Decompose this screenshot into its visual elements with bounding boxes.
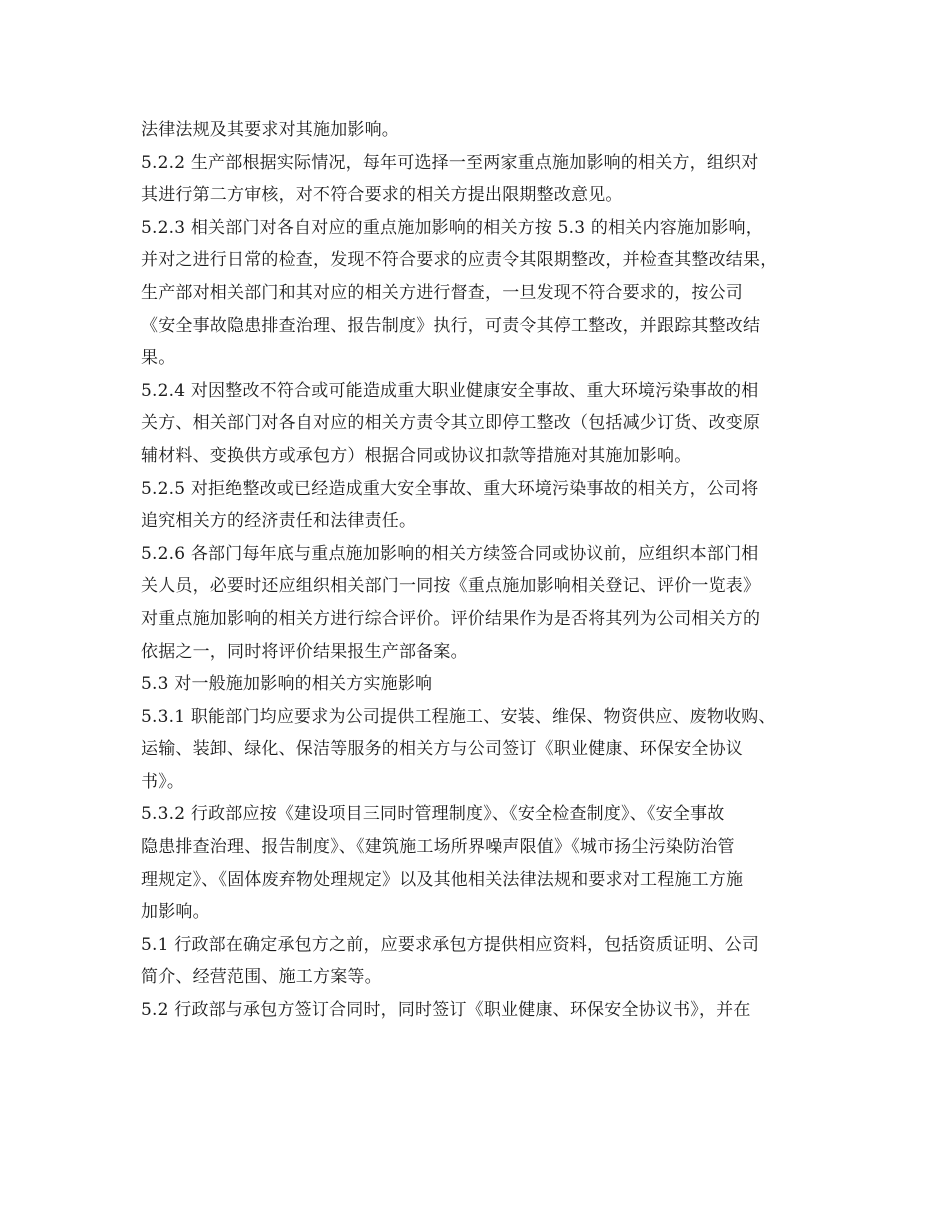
text-line: 5.2.5 对拒绝整改或已经造成重大安全事故、重大环境污染事故的相关方，公司将 xyxy=(141,478,759,499)
text-line: 理规定》、《固体废弃物处理规定》以及其他相关法律法规和要求对工程施工方施 xyxy=(141,869,744,890)
text-line: 生产部对相关部门和其对应的相关方进行督查，一旦发现不符合要求的，按公司 xyxy=(141,282,743,303)
text-line: 并对之进行日常的检查，发现不符合要求的应责令其限期整改，并检查其整改结果， xyxy=(141,250,778,271)
text-line: 5.2 行政部与承包方签订合同时，同时签订《职业健康、环保安全协议书》，并在 xyxy=(141,1000,751,1021)
text-line: 《安全事故隐患排查治理、报告制度》执行，可责令其停工整改，并跟踪其整改结 xyxy=(141,315,761,336)
text-line: 追究相关方的经济责任和法律责任。 xyxy=(141,511,417,532)
text-line: 运输、装卸、绿化、保洁等服务的相关方与公司签订《职业健康、环保安全协议 xyxy=(141,739,743,760)
text-line: 关方、相关部门对各自对应的相关方责令其立即停工整改（包括减少订货、改变原 xyxy=(141,413,761,434)
text-line: 5.3.2 行政部应按《建设项目三同时管理制度》、《安全检查制度》、《安全事故 xyxy=(141,804,725,825)
text-line: 依据之一，同时将评价结果报生产部备案。 xyxy=(141,641,468,662)
text-line: 对重点施加影响的相关方进行综合评价。评价结果作为是否将其列为公司相关方的 xyxy=(141,608,761,629)
text-line: 5.2.6 各部门每年底与重点施加影响的相关方续签合同或协议前，应组织本部门相 xyxy=(141,543,759,564)
text-line: 果。 xyxy=(141,348,176,369)
text-line: 5.3 对一般施加影响的相关方实施影响 xyxy=(141,674,433,695)
text-line: 其进行第二方审核，对不符合要求的相关方提出限期整改意见。 xyxy=(141,185,623,206)
text-line: 关人员，必要时还应组织相关部门一同按《重点施加影响相关登记、评价一览表》 xyxy=(141,576,761,597)
text-line: 辅材料、变换供方或承包方）根据合同或协议扣款等措施对其施加影响。 xyxy=(141,445,692,466)
text-line: 简介、经营范围、施工方案等。 xyxy=(141,967,382,988)
text-line: 5.2.2 生产部根据实际情况，每年可选择一至两家重点施加影响的相关方，组织对 xyxy=(141,152,759,173)
text-line: 书》。 xyxy=(141,771,185,792)
document-body xyxy=(141,114,841,1027)
text-line: 5.1 行政部在确定承包方之前，应要求承包方提供相应资料，包括资质证明、公司 xyxy=(141,934,760,955)
text-line: 5.2.4 对因整改不符合或可能造成重大职业健康安全事故、重大环境污染事故的相 xyxy=(141,380,759,401)
text-line: 隐患排查治理、报告制度》、《建筑施工场所界噪声限值》《城市扬尘污染防治管 xyxy=(141,837,735,858)
text-line: 5.3.1 职能部门均应要求为公司提供工程施工、安装、维保、物资供应、废物收购、 xyxy=(141,706,776,727)
text-line: 加影响。 xyxy=(141,902,210,923)
text-line: 法律法规及其要求对其施加影响。 xyxy=(141,120,399,140)
text-line: 5.2.3 相关部门对各自对应的重点施加影响的相关方按 5.3 的相关内容施加影响， xyxy=(141,217,763,238)
